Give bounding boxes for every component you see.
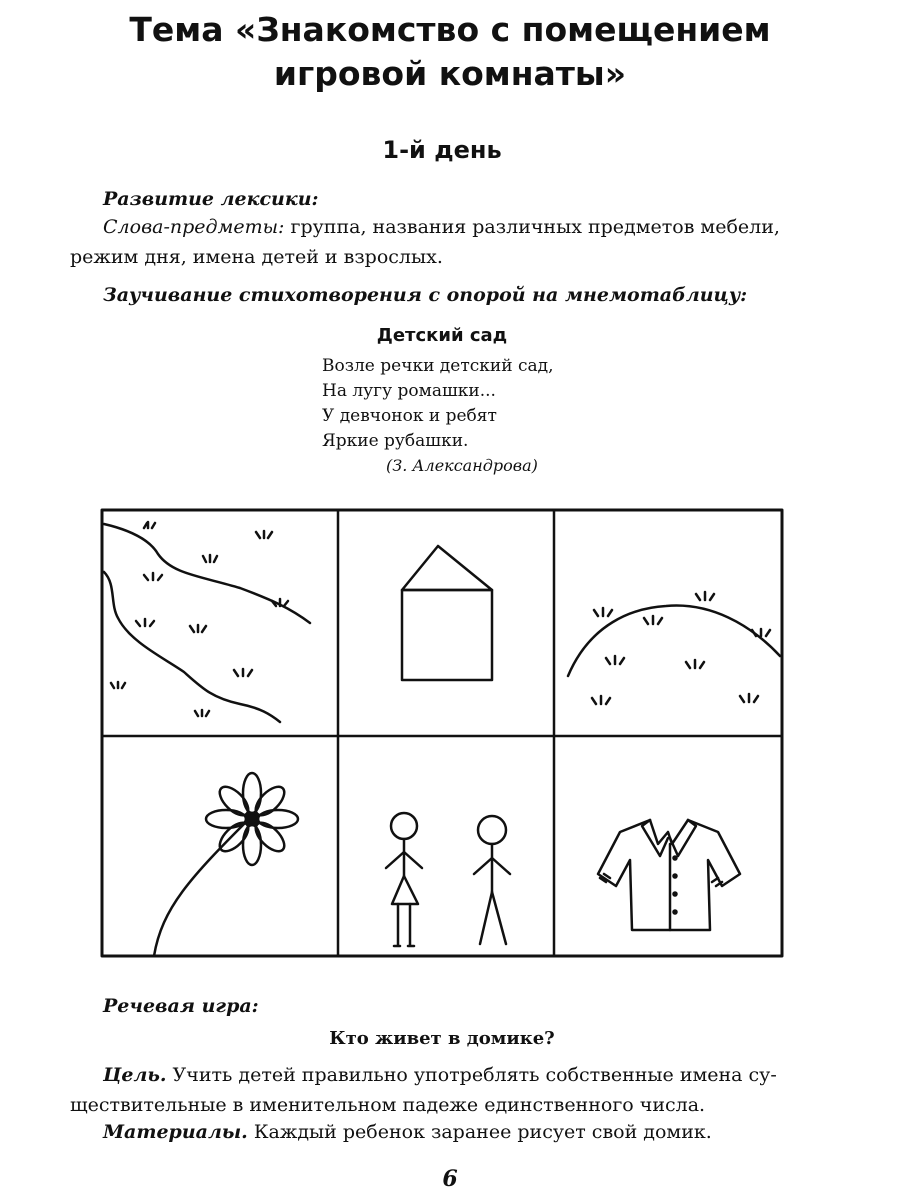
poem-line-4: Яркие рубашки. — [322, 431, 469, 451]
goal-paragraph — [103, 1060, 818, 1090]
page-number: 6 — [442, 1166, 458, 1192]
house-icon — [402, 546, 492, 680]
meadow-icon — [568, 592, 780, 704]
poem-line-1: Возле речки детский сад, — [322, 356, 554, 376]
materials-text: Каждый ребенок заранее рисует свой домик. — [247, 1121, 712, 1143]
daisy-icon — [154, 773, 298, 956]
poem-title: Детский сад — [376, 325, 508, 346]
title-line-2: игровой комнаты» — [273, 54, 627, 93]
river-icon — [104, 522, 310, 722]
page-title — [0, 8, 900, 96]
day-heading: 1-й день — [382, 136, 502, 164]
poem-line-2: На лугу ромашки... — [322, 381, 496, 401]
lexicon-paragraph — [103, 212, 818, 242]
mnemotable — [100, 508, 784, 958]
poem-author: (З. Александрова) — [386, 456, 538, 475]
lexicon-text-2: режим дня, имена детей и взрослых. — [70, 246, 443, 268]
materials-label: Материалы. — [103, 1121, 248, 1143]
lexicon-text-1: группа, названия различных предметов мебели, — [284, 216, 780, 238]
shirt-icon — [598, 820, 740, 930]
goal-text-1: Учить детей правильно употреблять собственные имена су- — [166, 1064, 777, 1086]
goal-text-2: ществительные в именительном падеже единственного числа. — [70, 1094, 706, 1116]
poem-line-3: У девчонок и ребят — [322, 406, 497, 426]
goal-label: Цель. — [103, 1064, 167, 1086]
game-heading: Речевая игра: — [103, 995, 259, 1017]
materials-paragraph — [103, 1117, 818, 1147]
children-icon — [386, 813, 510, 946]
mnemotable-border — [102, 510, 782, 956]
memorize-heading: Заучивание стихотворения с опорой на мнемотаблицу: — [103, 284, 748, 306]
title-line-1: Тема «Знакомство с помещением — [129, 10, 771, 49]
game-title: Кто живет в домике? — [329, 1028, 555, 1049]
lexicon-label: Слова-предметы: — [103, 216, 285, 238]
poem-text — [322, 354, 553, 454]
lexicon-heading: Развитие лексики: — [103, 188, 319, 210]
